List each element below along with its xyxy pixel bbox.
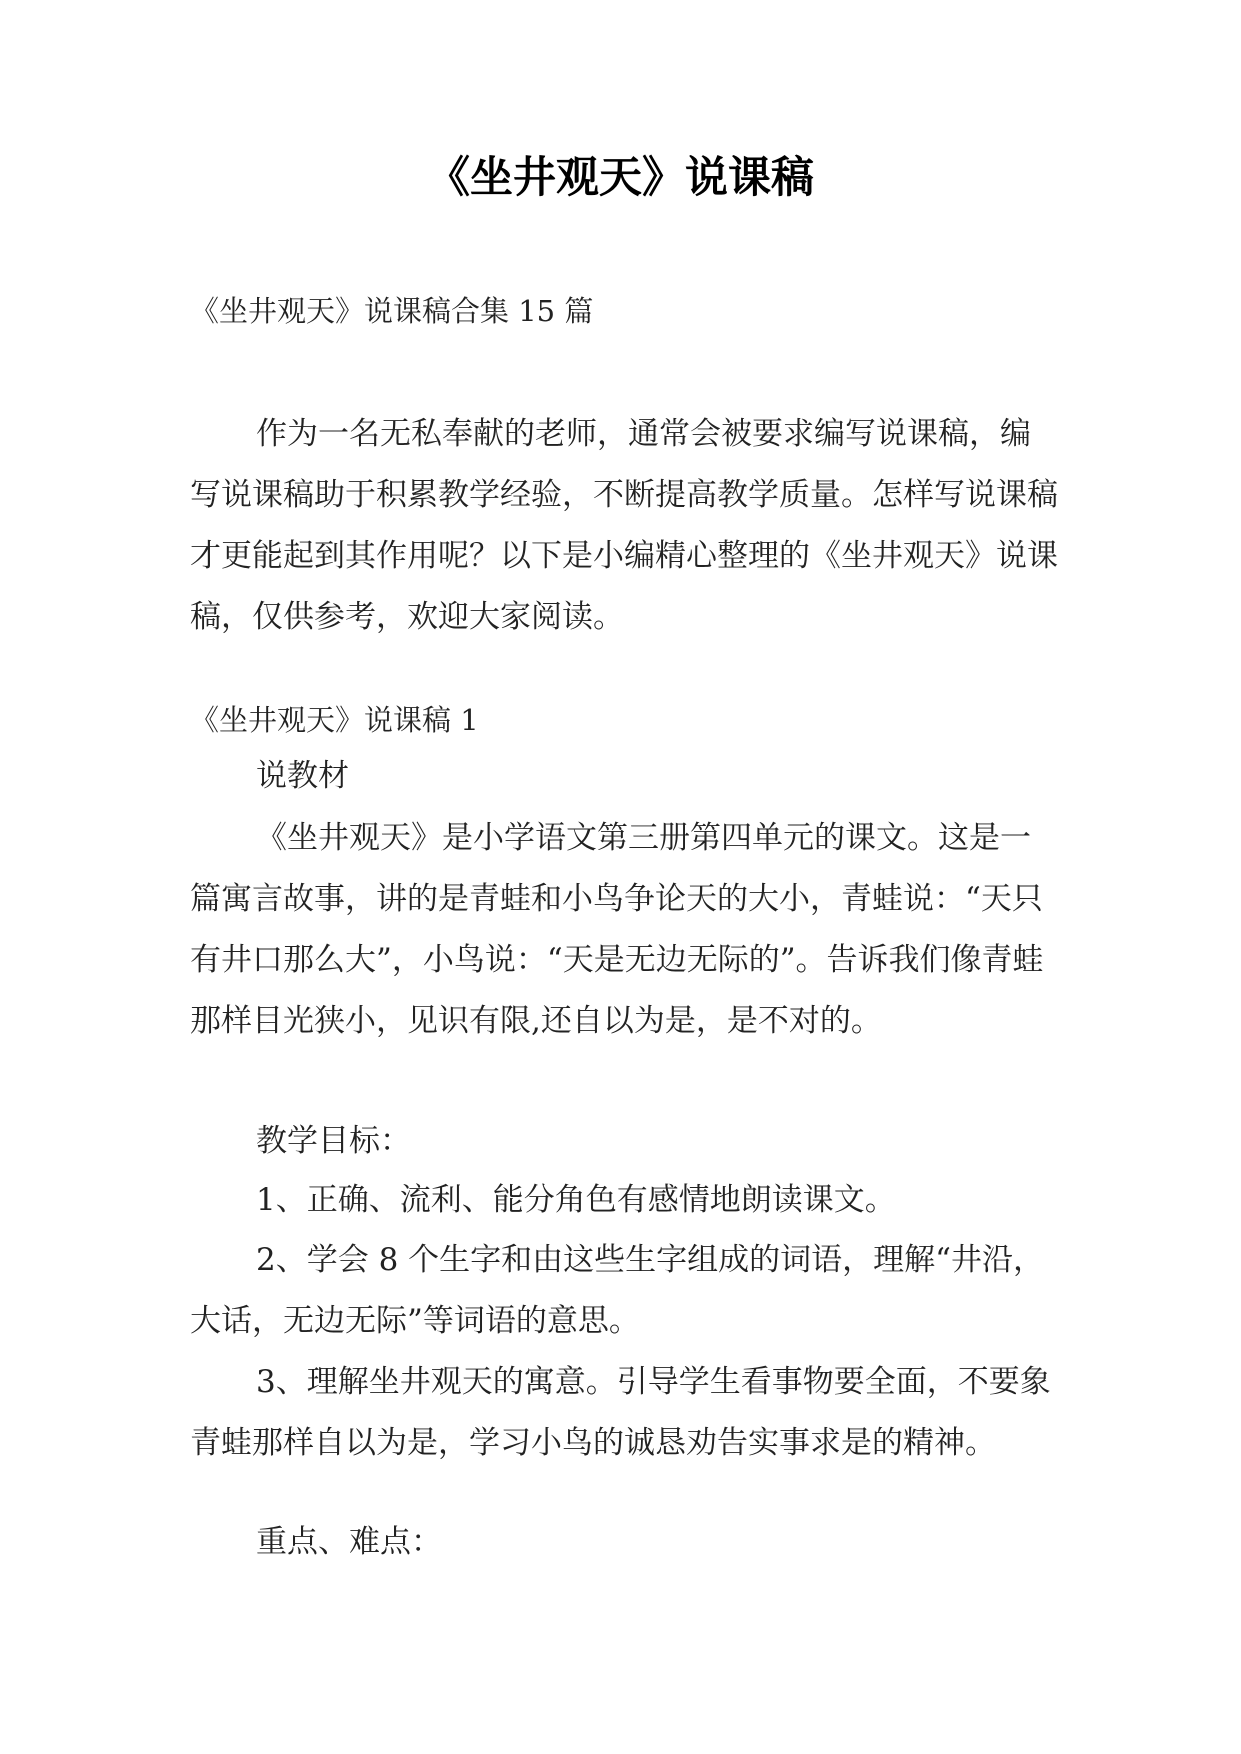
label-key-points: 重点、难点： bbox=[256, 1524, 442, 1560]
document-subtitle: 《坐井观天》说课稿合集 15 篇 bbox=[190, 294, 594, 328]
goal-item-2: 2、学会 8 个生字和由这些生字组成的词语，理解“井沿，大话，无边无际”等词语的意思。 bbox=[190, 1242, 1044, 1339]
document-title: 《坐井观天》说课稿 bbox=[427, 153, 814, 203]
label-teaching-goals: 教学目标： bbox=[256, 1123, 411, 1159]
goal-item-1: 1、正确、流利、能分角色有感情地朗读课文。 bbox=[256, 1182, 896, 1218]
label-textbook: 说教材 bbox=[256, 758, 349, 794]
intro-paragraph: 作为一名无私奉献的老师，通常会被要求编写说课稿，编写说课稿助于积累教学经验，不断提高教学质量。怎样写说课稿才更能起到其作用呢？以下是小编精心整理的《坐井观天》说课稿，仅供参考，欢迎大家阅读。 bbox=[190, 416, 1058, 635]
textbook-paragraph: 《坐井观天》是小学语文第三册第四单元的课文。这是一篇寓言故事，讲的是青蛙和小鸟争论天的大小，青蛙说：“天只有井口那么大”，小鸟说：“天是无边无际的”。告诉我们像青蛙那样目光狭小，见识有限,还自以为是，是不对的。 bbox=[190, 820, 1044, 1039]
goal-item-3: 3、理解坐井观天的寓意。引导学生看事物要全面，不要象青蛙那样自以为是，学习小鸟的诚恳劝告实事求是的精神。 bbox=[190, 1364, 1051, 1461]
section-heading: 《坐井观天》说课稿 1 bbox=[190, 703, 479, 737]
